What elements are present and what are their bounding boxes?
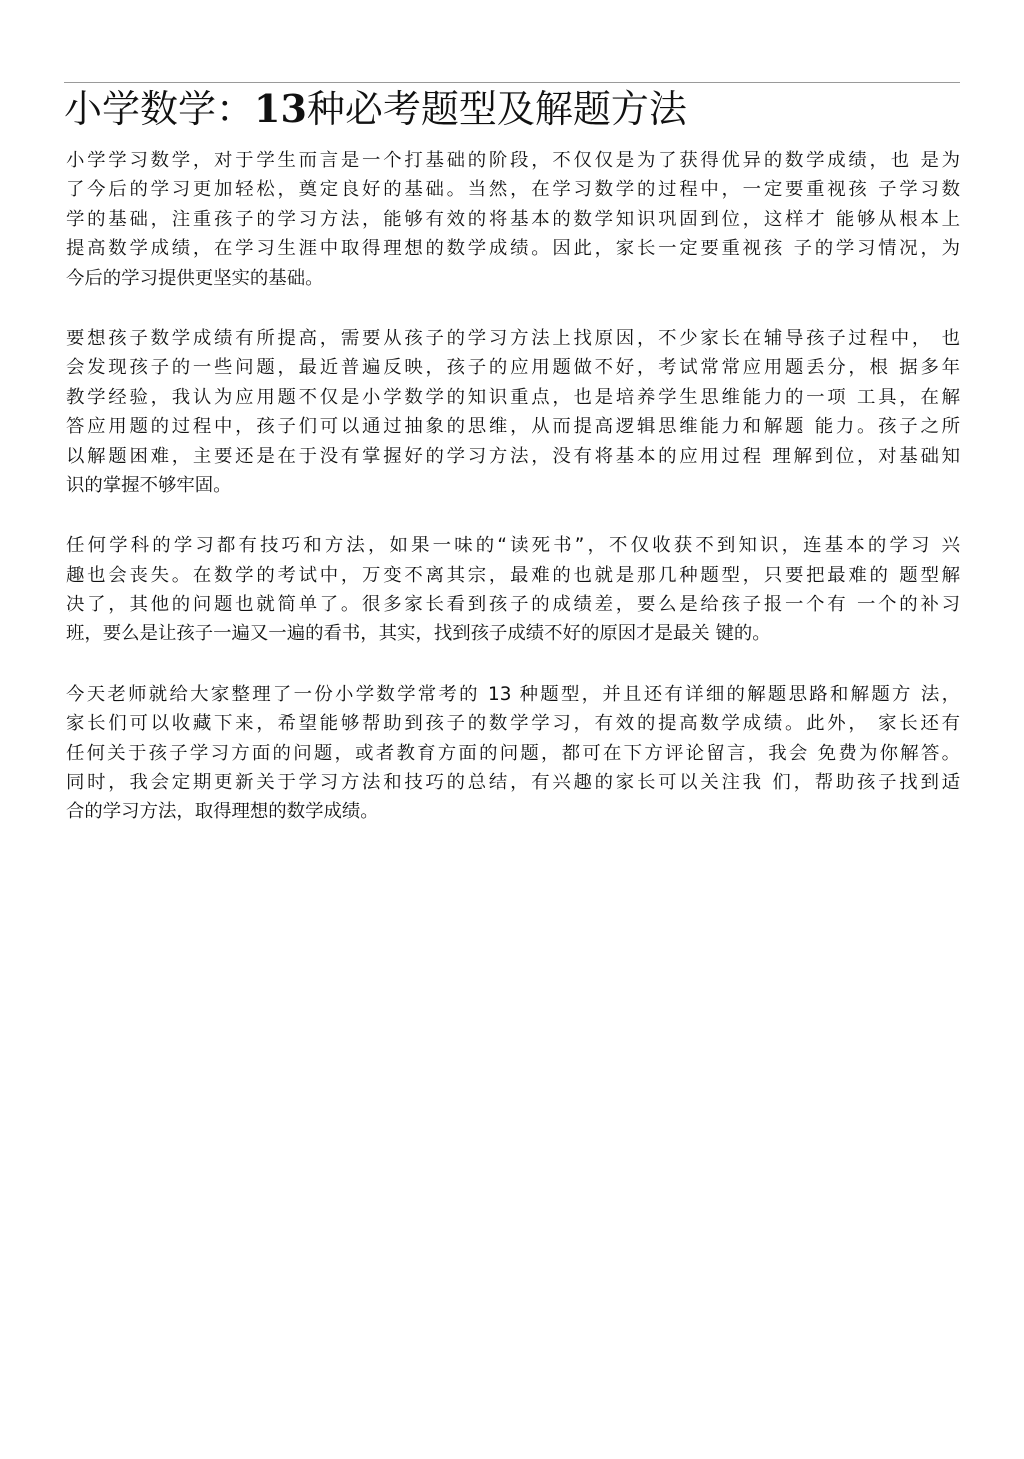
- text-line: 合的学习方法，取得理想的数学成绩。: [66, 801, 379, 823]
- text-line: 识的掌握不够牢固。: [66, 474, 232, 496]
- paragraph-method: [66, 531, 960, 649]
- text-line: 趣也会丧失。在数学的考试中，万变不离其宗，最难的也就是那几种题型，只要把最难的 题型解: [66, 564, 960, 586]
- article-body: [66, 146, 960, 858]
- text-line: 以解题困难，主要还是在于没有掌握好的学习方法，没有将基本的应用过程 理解到位，对基础知: [66, 445, 960, 467]
- text-line: 家长们可以收藏下来，希望能够帮助到孩子的数学学习，有效的提高数学成绩。此外， 家长还有: [66, 713, 960, 735]
- text-line: 了今后的学习更加轻松，奠定良好的基础。当然，在学习数学的过程中，一定要重视孩 子学习数: [66, 179, 960, 201]
- text-line: 任何学科的学习都有技巧和方法，如果一味的“读死书”，不仅收获不到知识，连基本的学习 兴: [66, 535, 960, 557]
- text-line: 学的基础，注重孩子的学习方法，能够有效的将基本的数学知识巩固到位，这样才 能够从根本上: [66, 208, 960, 230]
- page-title: [64, 86, 960, 132]
- text-line: 班，要么是让孩子一遍又一遍的看书，其实，找到孩子成绩不好的原因才是最关 键的。: [66, 623, 771, 645]
- text-line: 小学学习数学，对于学生而言是一个打基础的阶段，不仅仅是为了获得优异的数学成绩，也 是为: [66, 150, 960, 171]
- text-line: 决了，其他的问题也就简单了。很多家长看到孩子的成绩差，要么是给孩子报一个有 一个的补习: [66, 594, 960, 616]
- paragraph-intro: [66, 146, 960, 293]
- text-line: 教学经验，我认为应用题不仅是小学数学的知识重点，也是培养学生思维能力的一项 工具，在解: [66, 386, 960, 408]
- text-line: 今天老师就给大家整理了一份小学数学常考的 13 种题型，并且还有详细的解题思路和解题方 法，: [66, 683, 960, 705]
- text-line: 要想孩子数学成绩有所提高，需要从孩子的学习方法上找原因，不少家长在辅导孩子过程中， 也: [66, 327, 960, 349]
- paragraph-summary: [66, 680, 960, 827]
- text-line: 任何关于孩子学习方面的问题，或者教育方面的问题，都可在下方评论留言，我会 免费为你解答。: [66, 742, 960, 764]
- text-line: 答应用题的过程中，孩子们可以通过抽象的思维，从而提高逻辑思维能力和解题 能力。孩子之所: [66, 416, 960, 438]
- title-suffix: 种必考题型及解题方法: [306, 87, 687, 131]
- text-line: 提高数学成绩，在学习生涯中取得理想的数学成绩。因此，家长一定要重视孩 子的学习情况，为: [66, 238, 960, 260]
- text-line: 今后的学习提供更坚实的基础。: [66, 267, 324, 289]
- paragraph-problem: [66, 324, 960, 500]
- title-number: 13: [254, 86, 307, 131]
- title-prefix: 小学数学：: [64, 87, 255, 131]
- header-rule: [64, 82, 960, 83]
- text-line: 会发现孩子的一些问题，最近普遍反映，孩子的应用题做不好，考试常常应用题丢分，根 据多年: [66, 357, 960, 379]
- text-line: 同时，我会定期更新关于学习方法和技巧的总结，有兴趣的家长可以关注我 们，帮助孩子找到适: [66, 772, 960, 794]
